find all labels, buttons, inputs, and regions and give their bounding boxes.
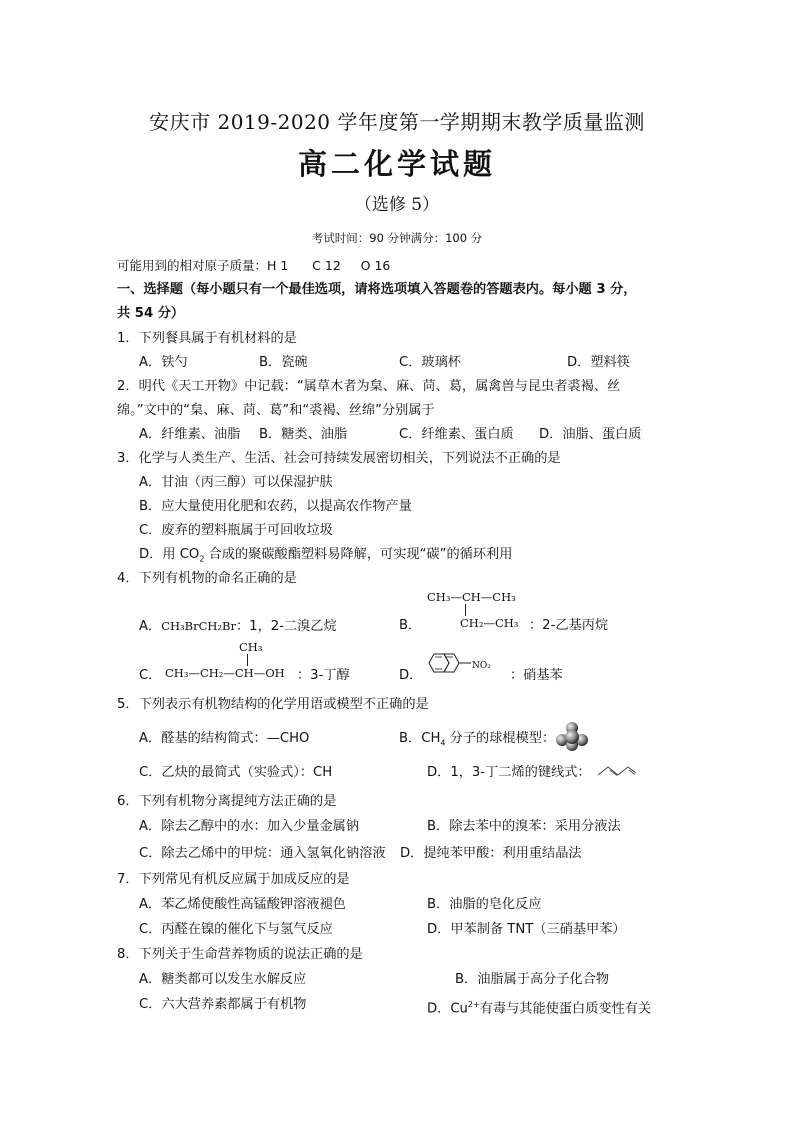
page-title: 高二化学试题 xyxy=(297,147,496,181)
q2-option-b: B．糖类、油脂 xyxy=(259,427,348,442)
q2-stem-line1: 2．明代《天工开物》中记载：“属草木者为枲、麻、苘、葛，属禽兽与昆虫者裘褐、丝 xyxy=(117,379,621,394)
q6-option-c: C．除去乙烯中的甲烷：通入氢氧化钠溶液 xyxy=(139,846,386,861)
q4-option-b-top-chain: CH₃—CH—CH₃ xyxy=(427,590,516,604)
q3-option-d-sub: 2 xyxy=(199,554,205,564)
q4-option-a-label: A． xyxy=(139,619,162,634)
q6-stem: 6．下列有机物分离提纯方法正确的是 xyxy=(117,794,337,809)
q4-option-b-label: B． xyxy=(399,618,422,633)
q6-option-a: A．除去乙醇中的水：加入少量金属钠 xyxy=(139,819,360,834)
q5-option-b-sub: 4 xyxy=(440,738,446,748)
q1-option-b: B．瓷碗 xyxy=(259,355,308,370)
section-heading-line1: 一、选择题（每小题只有一个最佳选项，请将选项填入答题卷的答题表内。每小题 3 分， xyxy=(117,282,637,297)
exam-info: 考试时间：90 分钟满分：100 分 xyxy=(311,231,483,245)
q1-option-d: D．塑料筷 xyxy=(567,355,630,370)
q4-stem: 4．下列有机物的命名正确的是 xyxy=(117,571,297,586)
q1-option-c: C．玻璃杯 xyxy=(399,355,461,370)
q5-option-b xyxy=(399,730,555,753)
page-subtitle: （选修 5） xyxy=(354,195,440,215)
q3-option-b: B．应大量使用化肥和农药，以提高农作物产量 xyxy=(139,499,412,514)
q7-stem: 7．下列常见有机反应属于加成反应的是 xyxy=(117,872,350,887)
q1-option-a: A．铁勺 xyxy=(139,355,188,370)
atomic-mass-line: 可能用到的相对原子质量：H 1 C 12 O 16 xyxy=(117,258,391,273)
methane-ball-model-icon xyxy=(555,722,589,752)
q8-stem: 8．下列关于生命营养物质的说法正确的是 xyxy=(117,947,363,962)
q7-option-c: C．丙醛在镍的催化下与氢气反应 xyxy=(139,922,333,937)
q5-option-c: C．乙炔的最简式（实验式）：CH xyxy=(139,765,333,780)
butadiene-bond-line-icon xyxy=(596,762,638,778)
q5-option-b-pre: B．CH xyxy=(399,731,441,746)
q2-stem-line2: 绵。”文中的“枲、麻、苘、葛”和“裘褐、丝绵”分别属于 xyxy=(117,403,435,418)
q3-option-d-pre: D．用 CO xyxy=(139,547,200,562)
q5-option-d: D．1，3-丁二烯的键线式： xyxy=(427,765,591,780)
q7-option-a: A．苯乙烯使酸性高锰酸钾溶液褪色 xyxy=(139,897,346,912)
q5-option-b-post: 分子的球棍模型： xyxy=(445,731,556,746)
q4-option-c-chain: CH₃—CH₂—CH—OH xyxy=(165,666,285,680)
q4-option-b-name: ：2-乙基丙烷 xyxy=(529,618,609,633)
q4-option-c-label: C． xyxy=(139,668,162,683)
q4-option-c-name: ：3-丁醇 xyxy=(297,668,350,683)
q8-option-d xyxy=(427,996,651,1018)
section-heading-line2: 共 54 分） xyxy=(117,306,185,321)
q1-stem: 1．下列餐具属于有机材料的是 xyxy=(117,331,297,346)
q4-option-b-branch-bond xyxy=(465,604,466,616)
q8-option-d-post: 有毒与其能使蛋白质变性有关 xyxy=(479,1001,652,1017)
q5-stem: 5．下列表示有机物结构的化学用语或模型不正确的是 xyxy=(117,697,429,712)
q4-option-b-branch: CH₂—CH₃ xyxy=(460,616,519,630)
header-line1: 安庆市 2019-2020 学年度第一学期期末教学质量监测 xyxy=(149,110,645,134)
q4-option-a-formula: CH₃BrCH₂Br xyxy=(161,619,236,633)
q2-option-c: C．纤维素、蛋白质 xyxy=(399,427,514,442)
q3-option-d xyxy=(139,546,512,569)
q4-option-c-bond xyxy=(247,654,248,666)
q8-option-c: C．六大营养素都属于有机物 xyxy=(139,997,307,1012)
q8-option-d-pre: D．Cu xyxy=(427,1001,468,1017)
q2-option-a: A．纤维素、油脂 xyxy=(139,427,241,442)
q2-option-d: D．油脂、蛋白质 xyxy=(539,427,642,442)
q4-option-d-name: ：硝基苯 xyxy=(510,668,563,683)
q7-option-b: B．油脂的皂化反应 xyxy=(427,897,542,912)
q8-option-a: A．糖类都可以发生水解反应 xyxy=(139,972,307,987)
q6-option-d: D．提纯苯甲酸：利用重结晶法 xyxy=(400,846,582,861)
q4-option-c-methyl: CH₃ xyxy=(239,640,263,654)
q3-option-a: A．甘油（丙三醇）可以保湿护肤 xyxy=(139,475,333,490)
q5-option-a: A．醛基的结构简式：—CHO xyxy=(139,731,310,746)
q4-option-a xyxy=(139,617,337,636)
q8-option-b: B．油脂属于高分子化合物 xyxy=(455,972,610,987)
q7-option-d: D．甲苯制备 TNT（三硝基甲苯） xyxy=(427,922,626,937)
q4-option-a-name: ：1，2-二溴乙烷 xyxy=(236,619,337,634)
q3-option-c: C．废弃的塑料瓶属于可回收垃圾 xyxy=(139,523,333,538)
q4-option-d-nitro: NO₂ xyxy=(472,661,491,671)
q3-option-d-post: 合成的聚碳酸酯塑料易降解，可实现“碳”的循环利用 xyxy=(204,547,513,562)
q6-option-b: B．除去苯中的溴苯：采用分液法 xyxy=(427,819,621,834)
q8-option-d-sup: 2+ xyxy=(467,1000,480,1009)
q4-option-d-label: D． xyxy=(399,668,423,683)
q3-stem: 3．化学与人类生产、生活、社会可持续发展密切相关，下列说法不正确的是 xyxy=(117,451,561,466)
